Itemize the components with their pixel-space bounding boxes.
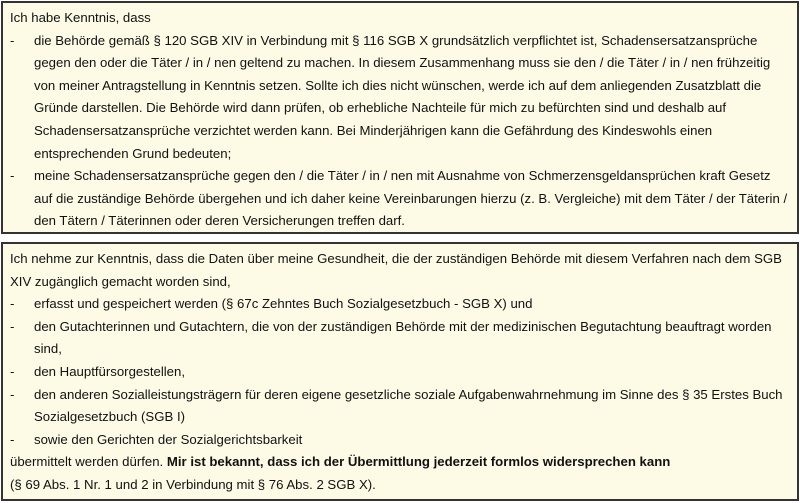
list-item xyxy=(10,429,791,452)
list-item-text: den Hauptfürsorgestellen, xyxy=(34,363,186,379)
list-item-text: den Gutachterinnen und Gutachtern, die von der zuständigen Behörde mit der medizinischen Begutachtung beauftragt worden sind, xyxy=(34,318,772,357)
recipient-list xyxy=(10,293,791,451)
bullet-dash: - xyxy=(10,296,15,312)
list-item-text: meine Schadensersatzansprüche gegen den / die Täter / in / nen mit Ausnahme von Schmerzensgeldansprüchen kraft Gesetz auf die zuständige Behörde übergehen und ich daher keine Vereinbarungen hierzu (z. B. Vergleiche) mit dem Täter / der Täterin / den Tätern / Täterinnen oder deren Versicherungen treffen darf. xyxy=(34,168,788,229)
legal-reference: (§ 69 Abs. 1 Nr. 1 und 2 in Verbindung mit § 76 Abs. 2 SGB X). xyxy=(10,476,376,492)
list-item-text: erfasst und gespeichert werden (§ 67c Zehntes Buch Sozialgesetzbuch - SGB X) und xyxy=(34,296,533,312)
acknowledgement-box xyxy=(1,1,799,234)
notice-closing xyxy=(10,451,791,496)
list-item-text: den anderen Sozialleistungsträgern für deren eigene gesetzliche soziale Aufgabenwahrnehmung im Sinne des § 35 Erstes Buch Sozialgesetzbuch (SGB I) xyxy=(34,386,783,425)
data-transfer-notice-box xyxy=(1,242,799,501)
bullet-dash: - xyxy=(10,168,15,184)
list-item xyxy=(10,384,791,429)
bullet-dash: - xyxy=(10,32,15,48)
bullet-dash: - xyxy=(10,431,15,447)
list-item xyxy=(10,361,791,384)
list-item-text: sowie den Gerichten der Sozialgerichtsbarkeit xyxy=(34,431,303,447)
list-item xyxy=(10,316,791,361)
list-item xyxy=(10,293,791,316)
section-heading: Ich habe Kenntnis, dass xyxy=(10,10,151,25)
closing-text: übermittelt werden dürfen. xyxy=(10,454,167,470)
notice-intro: Ich nehme zur Kenntnis, dass die Daten über meine Gesundheit, die der zuständigen Behörde mit diesem Verfahren nach dem SGB XIV zugänglich gemacht worden sind, xyxy=(10,251,782,289)
bullet-dash: - xyxy=(10,363,15,379)
bullet-dash: - xyxy=(10,386,15,402)
bullet-dash: - xyxy=(10,318,15,334)
acknowledgement-list xyxy=(10,30,791,233)
list-item xyxy=(10,165,791,233)
list-item xyxy=(10,30,791,166)
objection-right-statement: Mir ist bekannt, dass ich der Übermittlung jederzeit formlos widersprechen kann xyxy=(166,454,671,470)
list-item-text: die Behörde gemäß § 120 SGB XIV in Verbindung mit § 116 SGB X grundsätzlich verpflichtet ist, Schadensersatzansprüche gegen den oder die Täter / in / nen geltend zu machen. In diesem Zusammenhang muss sie den / die Täter / in / nen frühzeitig von meiner Antragstellung in Kenntnis setzen. Sollte ich dies nicht wünschen, werde ich auf dem anliegenden Zusatzblatt die Gründe darstellen. Die Behörde wird dann prüfen, ob erhebliche Nachteile für mich zu befürchten sind und deshalb auf Schadensersatzansprüche verzichtet werden kann. Bei Minderjährigen kann die Gefährdung des Kindeswohls einen entsprechenden Grund bedeuten; xyxy=(34,32,771,161)
